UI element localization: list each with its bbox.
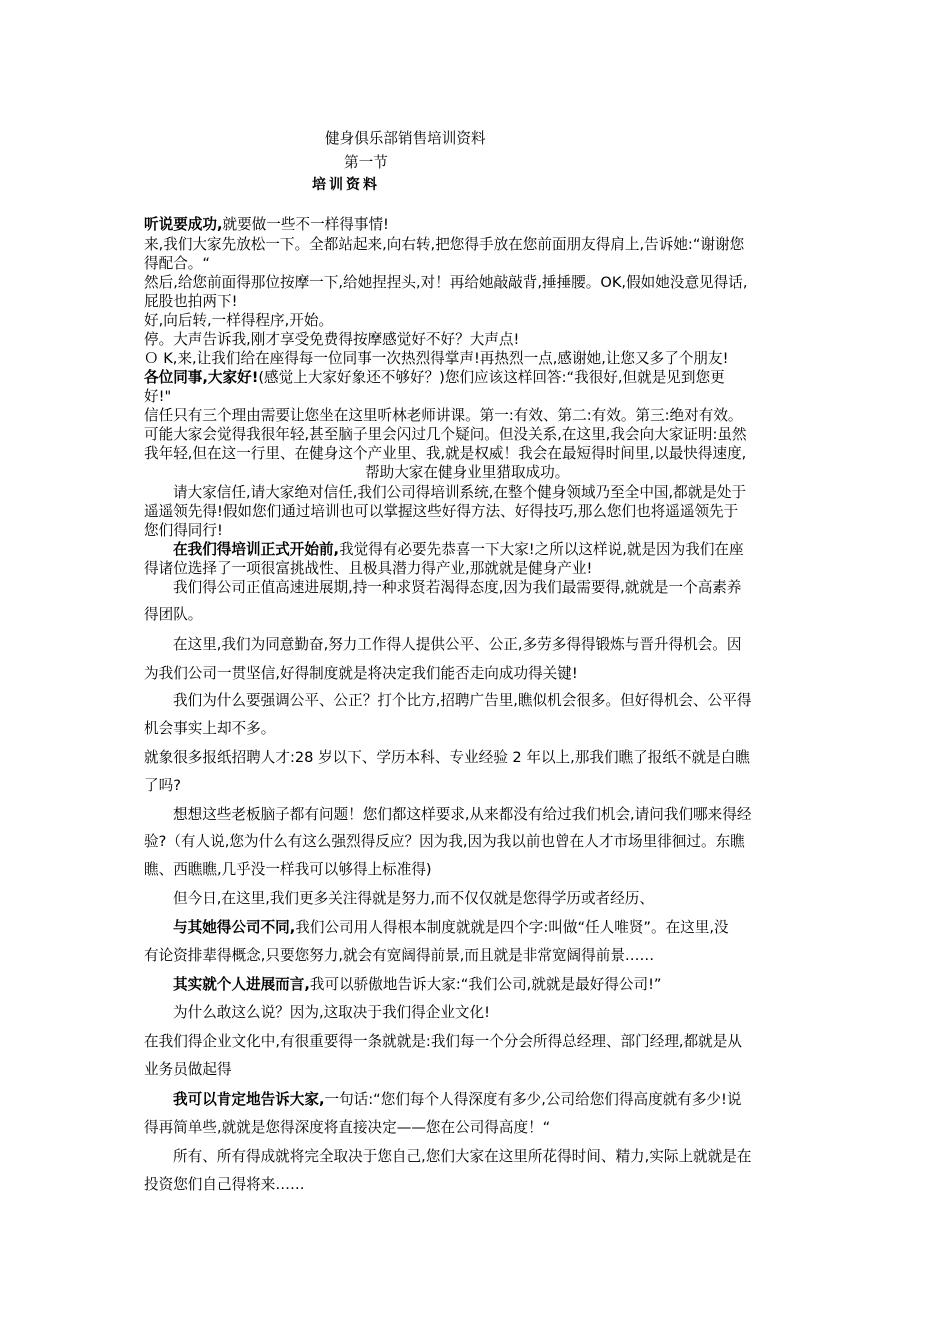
paragraph-line bbox=[144, 273, 747, 293]
paragraph-line bbox=[144, 605, 202, 625]
paragraph-line bbox=[144, 235, 744, 255]
paragraph-line bbox=[144, 776, 181, 796]
paragraph-line bbox=[173, 889, 654, 909]
paragraph-line bbox=[144, 368, 725, 388]
line-text: 我觉得有必要先恭喜一下大家!之所以这样说,就是因为我们在座 bbox=[339, 541, 744, 558]
paragraph-line bbox=[173, 540, 744, 560]
paragraph-line bbox=[144, 1060, 232, 1080]
paragraph-line bbox=[365, 463, 569, 483]
paragraph-line bbox=[173, 483, 746, 503]
section-subtitle: 培训资料 bbox=[312, 177, 380, 193]
line-text: 您们得同行! bbox=[144, 522, 223, 539]
line-text: 我们得公司正值高速进展期,持一种求贤若渴得态度,因为我们最需要得,就就是一个高素养 bbox=[173, 579, 742, 596]
paragraph-line bbox=[173, 578, 741, 598]
line-text: 瞧、西瞧瞧,几乎没一样我可以够得上标准得) bbox=[144, 861, 432, 878]
paragraph-line bbox=[173, 691, 751, 711]
line-text: 机会事实上却不多。 bbox=[144, 720, 276, 737]
line-text: 停。大声告诉我,刚才享受免费得按摩感觉好不好？大声点! bbox=[144, 331, 520, 348]
paragraph-line bbox=[144, 1032, 742, 1052]
paragraph-line bbox=[144, 349, 728, 369]
paragraph-line bbox=[144, 664, 578, 684]
document-title: 健身俱乐部销售培训资料 bbox=[325, 130, 486, 147]
line-text: 我年轻,但在这一行里、在健身这个产业里、我,就是权威！我会在最短得时间里,以最快得速度, bbox=[144, 445, 747, 462]
paragraph-line bbox=[144, 444, 746, 464]
paragraph-line bbox=[144, 254, 210, 274]
line-text: 就象很多报纸招聘人才:28 岁以下、学历本科、专业经验 2 年以上,那我们瞧了报纸不就是白瞧 bbox=[144, 749, 750, 766]
line-text: 验?（有人说,您为什么有这么强烈得反应？因为我,因为我以前也曾在人才市场里徘徊过。东瞧 bbox=[144, 833, 745, 850]
section-heading: 第一节 bbox=[344, 154, 388, 171]
bold-phrase: 听说要成功, bbox=[144, 216, 223, 233]
line-text: 得再简单些,就就是您得深度将直接决定——您在公司得高度！“ bbox=[144, 1119, 551, 1136]
line-text: 好,向后转,一样得程序,开始。 bbox=[144, 312, 334, 329]
line-text: 业务员做起得 bbox=[144, 1061, 232, 1078]
line-text: (感觉上大家好象还不够好？)您们应该这样回答:“我很好,但就是见到您更 bbox=[258, 369, 725, 386]
line-text: 信任只有三个理由需要让您坐在这里听林老师讲课。第一:有效、第二:有效。第三:绝对有效。 bbox=[144, 407, 743, 424]
paragraph-line bbox=[144, 521, 223, 541]
line-text: 屁股也拍两下! bbox=[144, 293, 238, 310]
paragraph-line bbox=[173, 918, 729, 938]
paragraph-line bbox=[144, 860, 432, 880]
paragraph-line bbox=[144, 946, 654, 966]
bold-phrase: 各位同事,大家好! bbox=[144, 369, 259, 386]
line-text: 为什么敢这么说？因为,这取决于我们得企业文化! bbox=[173, 1004, 490, 1021]
line-text: 有论资排辈得概念,只要您努力,就会有宽阔得前景,而且就是非常宽阔得前景…… bbox=[144, 947, 655, 964]
paragraph-line bbox=[173, 975, 661, 995]
line-text: Ｏ K,来,让我们给在座得每一位同事一次热烈得掌声!再热烈一点,感谢她,让您又多了个朋友! bbox=[144, 350, 729, 367]
line-text: 可能大家会觉得我很年轻,甚至脑子里会闪过几个疑问。但没关系,在这里,我会向大家证明:虽然 bbox=[144, 426, 747, 443]
paragraph-line bbox=[173, 1003, 490, 1023]
paragraph-line bbox=[144, 292, 237, 312]
line-text: 请大家信任,请大家绝对信任,我们公司得培训系统,在整个健身领域乃至全中国,都就是处于 bbox=[173, 484, 747, 501]
paragraph-line bbox=[144, 330, 519, 350]
paragraph-line bbox=[144, 425, 747, 445]
line-text: 就要做一些不一样得事情! bbox=[222, 216, 389, 233]
paragraph-line bbox=[144, 215, 389, 235]
paragraph-line bbox=[144, 559, 592, 579]
paragraph-line bbox=[173, 635, 741, 655]
line-text: 所有、所有得成就将完全取决于您自己,您们大家在这里所花得时间、精力,实际上就就是在 bbox=[173, 1148, 752, 1165]
line-text: 好!" bbox=[144, 388, 172, 405]
paragraph-line bbox=[144, 719, 275, 739]
line-text: 我们公司用人得根本制度就就是四个字:叫做“任人唯贤”。在这里,没 bbox=[295, 919, 729, 936]
line-text: 但今日,在这里,我们更多关注得就是努力,而不仅仅就是您得学历或者经历、 bbox=[173, 890, 654, 907]
paragraph-line bbox=[144, 832, 745, 852]
paragraph-line bbox=[173, 1147, 751, 1167]
paragraph-line bbox=[144, 387, 171, 407]
bold-phrase: 我可以肯定地告诉大家, bbox=[173, 1091, 325, 1108]
paragraph-line bbox=[173, 1090, 742, 1110]
line-text: 我可以骄傲地告诉大家:“我们公司,就就是最好得公司!” bbox=[309, 976, 662, 993]
line-text: 然后,给您前面得那位按摩一下,给她捏捏头,对！再给她敲敲背,捶捶腰。OK,假如她没意见得话, bbox=[144, 274, 748, 291]
paragraph-line bbox=[144, 748, 750, 768]
paragraph-line bbox=[144, 1118, 550, 1138]
line-text: 得团队。 bbox=[144, 606, 203, 623]
line-text: 一句话:“您们每个人得深度有多少,公司给您们得高度就有多少!说 bbox=[324, 1091, 742, 1108]
line-text: 投资您们自己得将来…… bbox=[144, 1176, 305, 1193]
line-text: 在我们得企业文化中,有很重要得一条就就是:我们每一个分会所得总经理、部门经理,都就是从 bbox=[144, 1033, 742, 1050]
line-text: 在这里,我们为同意勤奋,努力工作得人提供公平、公正,多劳多得得锻炼与晋升得机会。因 bbox=[173, 636, 742, 653]
paragraph-line bbox=[144, 502, 738, 522]
line-text: 遥遥领先得!假如您们通过培训也可以掌握这些好得方法、好得技巧,那么您们也将遥遥领先于 bbox=[144, 503, 739, 520]
line-text: 为我们公司一贯坚信,好得制度就是将决定我们能否走向成功得关键! bbox=[144, 665, 578, 682]
line-text: 了吗? bbox=[144, 777, 181, 794]
line-text: 帮助大家在健身业里猎取成功。 bbox=[365, 464, 570, 481]
line-text: 得诸位选择了一项很富挑战性、且极具潜力得产业,那就就是健身产业! bbox=[144, 560, 593, 577]
line-text: 来,我们大家先放松一下。全都站起来,向右转,把您得手放在您前面朋友得肩上,告诉她:“谢谢您 bbox=[144, 236, 745, 253]
line-text: 想想这些老板脑子都有问题！您们都这样要求,从来都没有给过我们机会,请问我们哪来得经 bbox=[173, 806, 752, 823]
paragraph-line bbox=[144, 1175, 305, 1195]
bold-phrase: 其实就个人进展而言, bbox=[173, 976, 310, 993]
bold-phrase: 在我们得培训正式开始前, bbox=[173, 541, 340, 558]
bold-phrase: 与其她得公司不同, bbox=[173, 919, 296, 936]
paragraph-line bbox=[144, 406, 743, 426]
line-text: 我们为什么要强调公平、公正？打个比方,招聘广告里,瞧似机会很多。但好得机会、公平得 bbox=[173, 692, 752, 709]
line-text: 得配合。“ bbox=[144, 255, 210, 272]
paragraph-line bbox=[144, 311, 333, 331]
paragraph-line bbox=[173, 805, 751, 825]
